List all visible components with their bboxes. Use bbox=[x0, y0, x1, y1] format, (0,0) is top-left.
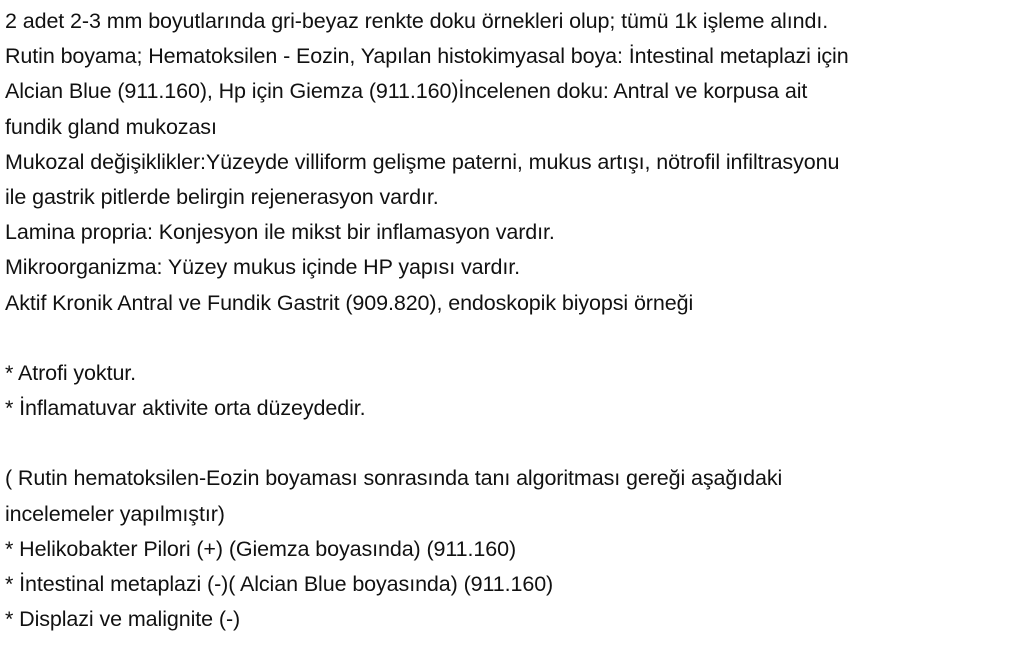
algorithm-note-line-2: incelemeler yapılmıştır) bbox=[5, 501, 225, 526]
staining-line-3: fundik gland mukozası bbox=[5, 114, 217, 139]
finding-item: * İnflamatuvar aktivite orta düzeydedir. bbox=[5, 396, 366, 421]
spacer bbox=[5, 321, 1020, 356]
additional-result-item: * Helikobakter Pilori (+) (Giemza boyasında) (911.160) bbox=[5, 536, 517, 561]
diagnosis-line: Aktif Kronik Antral ve Fundik Gastrit (909.820), endoskopik biyopsi örneği bbox=[5, 290, 694, 315]
algorithm-note-line-1: ( Rutin hematoksilen-Eozin boyaması sonrasında tanı algoritması gereği aşağıdaki bbox=[5, 466, 783, 491]
staining-line-2: Alcian Blue (911.160), Hp için Giemza (911.160)İncelenen doku: Antral ve korpusa ait bbox=[5, 79, 808, 104]
mucosal-changes-line-1: Mukozal değişiklikler:Yüzeyde villiform gelişme paterni, mukus artışı, nötrofil infiltrasyonu bbox=[5, 149, 840, 174]
additional-result-item: * İntestinal metaplazi (-)( Alcian Blue boyasında) (911.160) bbox=[5, 572, 554, 596]
mucosal-changes-line-2: ile gastrik pitlerde belirgin rejenerasyon vardır. bbox=[5, 184, 439, 209]
pathology-report-text bbox=[5, 4, 1020, 637]
spacer bbox=[5, 426, 1020, 461]
macroscopy-line: 2 adet 2-3 mm boyutlarında gri-beyaz renkte doku örnekleri olup; tümü 1k işleme alındı. bbox=[5, 9, 829, 33]
staining-line-1: Rutin boyama; Hematoksilen - Eozin, Yapılan histokimyasal boya: İntestinal metaplazi için bbox=[5, 44, 849, 69]
finding-item: * Atrofi yoktur. bbox=[5, 360, 137, 385]
additional-result-item: * Displazi ve malignite (-) bbox=[5, 607, 241, 632]
microorganism-line: Mikroorganizma: Yüzey mukus içinde HP yapısı vardır. bbox=[5, 255, 520, 280]
lamina-propria-line: Lamina propria: Konjesyon ile mikst bir inflamasyon vardır. bbox=[5, 220, 555, 245]
